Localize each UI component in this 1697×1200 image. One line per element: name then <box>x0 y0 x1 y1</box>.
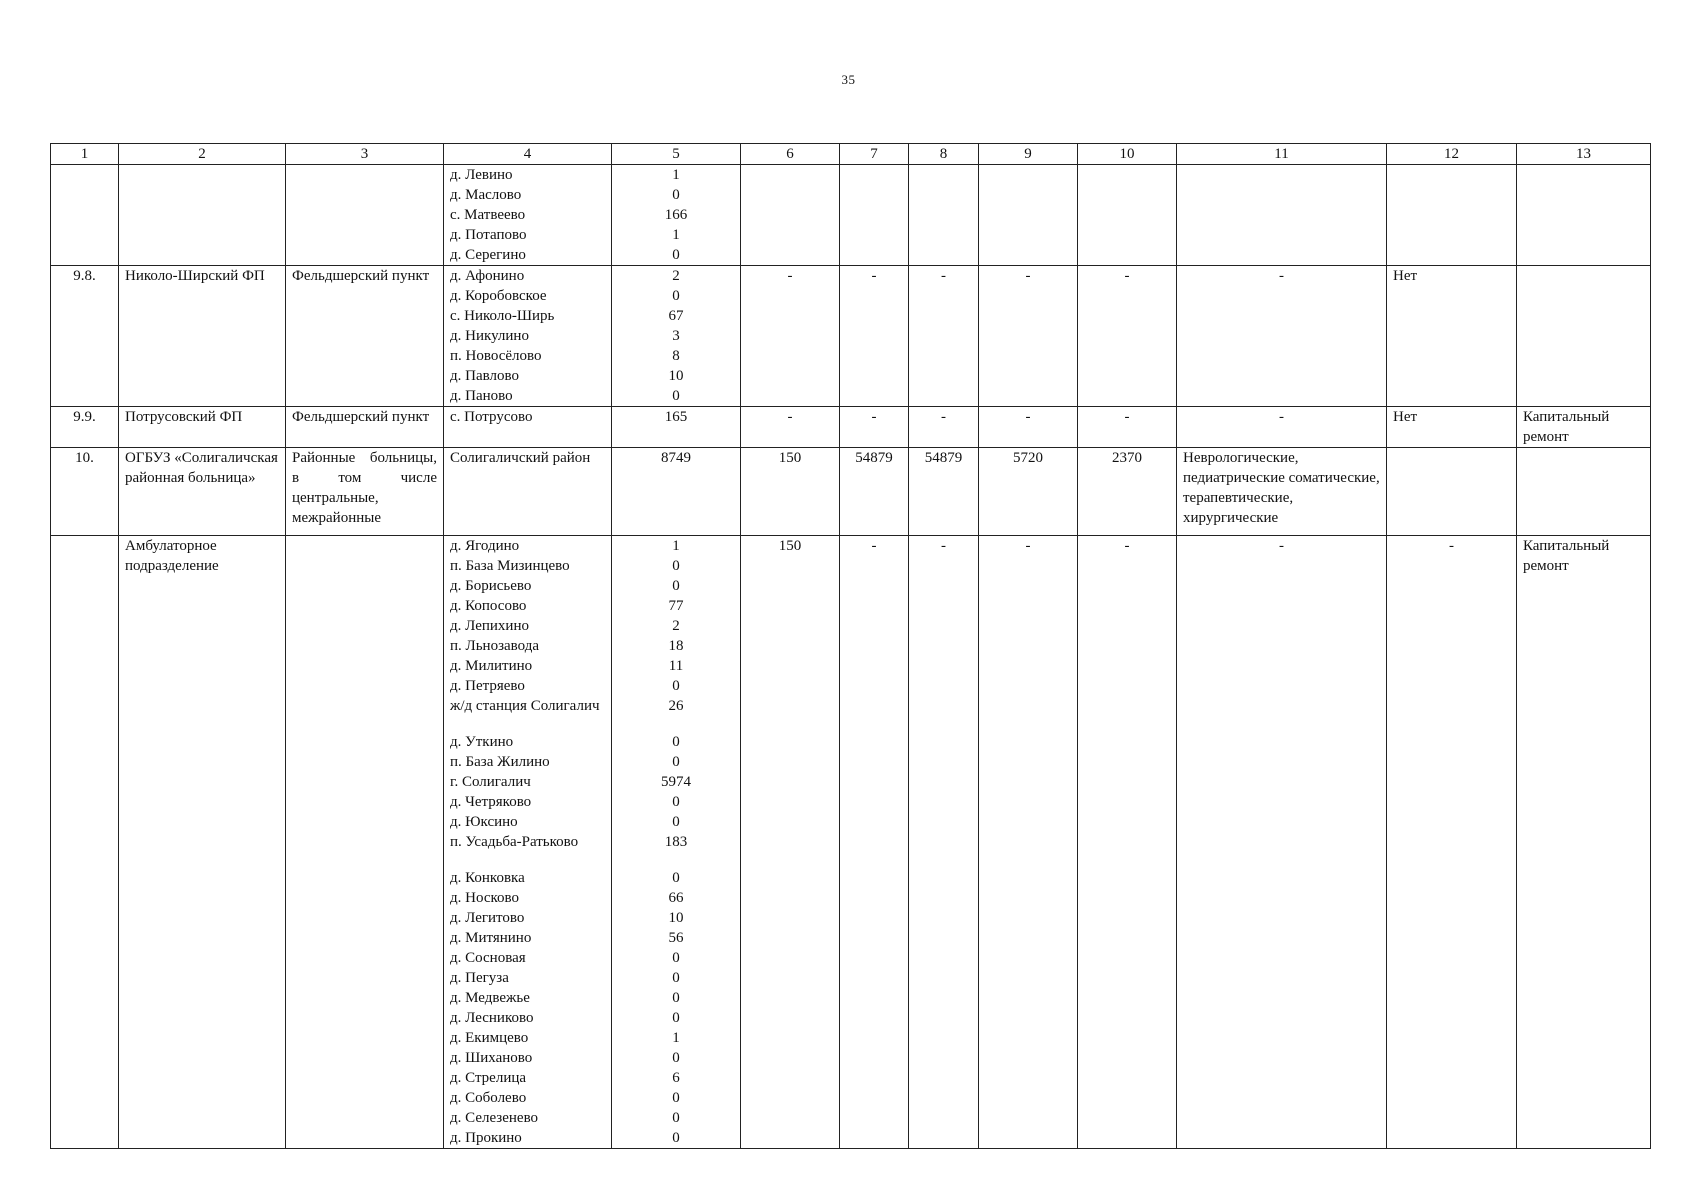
col-7 <box>840 165 909 266</box>
col-12 <box>1387 407 1517 448</box>
population-value: 183 <box>664 834 688 850</box>
col-10 <box>1078 266 1177 407</box>
facility-name <box>119 165 286 266</box>
col-12-text: Нет <box>1393 409 1418 425</box>
row-number <box>51 536 119 1149</box>
population-value: 0 <box>672 1010 680 1026</box>
col-12 <box>1387 448 1517 536</box>
col-7 <box>840 407 909 448</box>
population-value: 165 <box>664 409 688 425</box>
population-value: 0 <box>672 1110 680 1126</box>
col-8 <box>909 536 979 1149</box>
settlement-name: д. Прокино <box>450 1130 522 1146</box>
settlement-name: д. Носково <box>450 890 520 906</box>
facility-type <box>286 448 444 536</box>
population-value: 67 <box>668 308 684 324</box>
col-9 <box>979 165 1078 266</box>
profiles-cell-text: Неврологические, педиатрические соматические, терапевтические, хирургические <box>1183 450 1380 526</box>
col-9-text: - <box>1025 409 1031 425</box>
population-value: 18 <box>668 638 684 654</box>
population-value: 2 <box>672 268 680 284</box>
settlement-name: д. Екимцево <box>450 1030 529 1046</box>
row-number-text: 9.9. <box>73 409 96 425</box>
facility-name-text: ОГБУЗ «Солигаличская районная больница» <box>125 450 278 486</box>
settlement-name: д. Левино <box>450 167 513 183</box>
population-cell-text: 8749 <box>661 450 691 466</box>
header-col-11: 11 <box>1177 144 1387 165</box>
table-row <box>51 407 1651 448</box>
col-8 <box>909 165 979 266</box>
settlements-cell <box>444 536 612 1149</box>
col-6 <box>741 536 840 1149</box>
col-10-text: - <box>1124 409 1130 425</box>
settlements-cell <box>444 407 612 448</box>
population-value: 1 <box>672 167 680 183</box>
population-value: 0 <box>672 794 680 810</box>
profiles-cell-text: - <box>1279 538 1284 554</box>
population-value: 0 <box>672 678 680 694</box>
header-col-4: 4 <box>444 144 612 165</box>
col-9-text: - <box>1025 538 1031 554</box>
settlement-name: д. Пегуза <box>450 970 509 986</box>
settlement-name: д. Афонино <box>450 268 525 284</box>
population-value: 3 <box>672 328 680 344</box>
settlements-cell <box>444 448 612 536</box>
col-12 <box>1387 165 1517 266</box>
col-10-text: - <box>1124 538 1130 554</box>
settlement-name: п. База Жилино <box>450 754 550 770</box>
col-8-text: 54879 <box>924 450 963 466</box>
header-col-7: 7 <box>840 144 909 165</box>
col-8 <box>909 448 979 536</box>
col-8-text: - <box>941 409 946 425</box>
facility-name-text: Амбулаторное подразделение <box>125 538 219 574</box>
settlement-name: д. Митянино <box>450 930 532 946</box>
col-7 <box>840 448 909 536</box>
facility-type-text: Фельдшерский пункт <box>292 268 430 284</box>
population-cell <box>612 536 741 1149</box>
facility-name-text: Потрусовский ФП <box>125 409 243 425</box>
header-col-2: 2 <box>119 144 286 165</box>
population-value: 0 <box>672 388 680 404</box>
repair-cell <box>1517 407 1651 448</box>
settlement-name: д. Коробовское <box>450 288 547 304</box>
settlement-name: д. Павлово <box>450 368 519 384</box>
col-7-text: 54879 <box>855 450 893 466</box>
population-cell <box>612 448 741 536</box>
col-10-text: 2370 <box>1112 450 1142 466</box>
settlement-name: д. Уткино <box>450 734 514 750</box>
settlement-name: д. Никулино <box>450 328 529 344</box>
repair-cell <box>1517 266 1651 407</box>
col-8-text: - <box>941 268 946 284</box>
settlement-name: д. Селезенево <box>450 1110 539 1126</box>
population-value: 0 <box>672 734 680 750</box>
col-12 <box>1387 536 1517 1149</box>
col-8 <box>909 407 979 448</box>
settlement-name: д. Соболево <box>450 1090 527 1106</box>
profiles-cell <box>1177 536 1387 1149</box>
settlement-name: д. Лепихино <box>450 618 529 634</box>
repair-cell <box>1517 536 1651 1149</box>
col-6 <box>741 266 840 407</box>
col-7-text: - <box>871 538 877 554</box>
header-col-6: 6 <box>741 144 840 165</box>
header-col-8: 8 <box>909 144 979 165</box>
col-10 <box>1078 407 1177 448</box>
population-value: 1 <box>672 538 680 554</box>
population-value: 0 <box>672 187 680 203</box>
population-value: 0 <box>672 814 680 830</box>
population-value: 0 <box>672 870 680 886</box>
settlement-name: д. Стрелица <box>450 1070 527 1086</box>
population-value: 10 <box>668 910 684 926</box>
population-value: 66 <box>668 890 684 906</box>
facility-type-text: Районные больницы, в том числе центральные, межрайонные <box>292 450 437 526</box>
settlement-name: ж/д станция Солигалич <box>450 698 600 714</box>
col-6-text: 150 <box>778 450 802 466</box>
col-8 <box>909 266 979 407</box>
table-row <box>51 266 1651 407</box>
settlement-name: с. Потрусово <box>450 409 533 425</box>
header-col-10: 10 <box>1078 144 1177 165</box>
settlements-cell <box>444 165 612 266</box>
settlement-name: д. Борисьево <box>450 578 532 594</box>
table-row <box>51 165 1651 266</box>
population-value: 0 <box>672 558 680 574</box>
row-number-text: 9.8. <box>73 268 96 284</box>
population-value: 0 <box>672 1050 680 1066</box>
header-col-3: 3 <box>286 144 444 165</box>
row-number-text: 10. <box>75 450 94 466</box>
col-6-text: - <box>787 409 793 425</box>
settlement-name: д. Медвежье <box>450 990 530 1006</box>
population-cell <box>612 165 741 266</box>
col-12 <box>1387 266 1517 407</box>
col-6-text: 150 <box>778 538 802 554</box>
population-value: 10 <box>668 368 684 384</box>
settlement-name: д. Серегино <box>450 247 526 263</box>
header-col-12: 12 <box>1387 144 1517 165</box>
population-value: 0 <box>672 1130 680 1146</box>
facilities-table <box>50 143 1651 1149</box>
population-value: 0 <box>672 754 680 770</box>
population-value: 0 <box>672 990 680 1006</box>
page-number: 35 <box>841 72 856 87</box>
profiles-cell <box>1177 407 1387 448</box>
col-12-text: Нет <box>1393 268 1418 284</box>
col-10 <box>1078 536 1177 1149</box>
col-6 <box>741 407 840 448</box>
header-row <box>51 144 1651 165</box>
col-6 <box>741 448 840 536</box>
settlement-name: д. Копосово <box>450 598 527 614</box>
population-value: 26 <box>668 698 684 714</box>
population-value: 166 <box>664 207 688 223</box>
col-12-text: - <box>1449 538 1454 554</box>
population-value: 1 <box>672 1030 680 1046</box>
facility-type <box>286 165 444 266</box>
col-9 <box>979 407 1078 448</box>
settlement-name: п. База Мизинцево <box>450 558 570 574</box>
facility-name <box>119 536 286 1149</box>
col-6 <box>741 165 840 266</box>
settlement-name: д. Конковка <box>450 870 525 886</box>
settlement-name: д. Петряево <box>450 678 525 694</box>
profiles-cell-text: - <box>1279 268 1284 284</box>
repair-cell <box>1517 165 1651 266</box>
col-7-text: - <box>871 268 877 284</box>
row-number <box>51 165 119 266</box>
population-value: 0 <box>672 578 680 594</box>
table-row <box>51 536 1651 1149</box>
facility-type <box>286 266 444 407</box>
facility-name-text: Николо-Ширский ФП <box>125 268 265 284</box>
header-col-9: 9 <box>979 144 1078 165</box>
settlement-name: д. Потапово <box>450 227 527 243</box>
table-row <box>51 448 1651 536</box>
col-6-text: - <box>787 268 793 284</box>
population-cell <box>612 266 741 407</box>
row-number <box>51 448 119 536</box>
population-value: 5974 <box>661 774 691 790</box>
population-value: 6 <box>672 1070 680 1086</box>
col-9-text: 5720 <box>1013 450 1043 466</box>
population-value: 0 <box>672 970 680 986</box>
population-value: 0 <box>672 247 680 263</box>
facility-type <box>286 407 444 448</box>
settlement-name: д. Шиханово <box>450 1050 533 1066</box>
facility-name <box>119 407 286 448</box>
settlement-name: д. Лесниково <box>450 1010 534 1026</box>
population-value: 0 <box>672 950 680 966</box>
settlement-name: д. Легитово <box>450 910 525 926</box>
header-col-5: 5 <box>612 144 741 165</box>
col-9-text: - <box>1025 268 1031 284</box>
population-value: 0 <box>672 288 680 304</box>
profiles-cell <box>1177 448 1387 536</box>
settlement-name: п. Усадьба-Ратьково <box>450 834 579 850</box>
settlement-name: г. Солигалич <box>450 774 531 790</box>
col-10 <box>1078 165 1177 266</box>
col-7 <box>840 266 909 407</box>
settlement-name: с. Николо-Ширь <box>450 308 555 324</box>
population-value: 0 <box>672 1090 680 1106</box>
row-number <box>51 266 119 407</box>
population-value: 77 <box>668 598 684 614</box>
repair-cell <box>1517 448 1651 536</box>
facility-type <box>286 536 444 1149</box>
facility-name <box>119 448 286 536</box>
col-7 <box>840 536 909 1149</box>
repair-cell-text: Капитальный ремонт <box>1523 538 1610 574</box>
settlement-name: п. Новосёлово <box>450 348 542 364</box>
profiles-cell <box>1177 266 1387 407</box>
settlement-name: д. Сосновая <box>450 950 526 966</box>
settlement-name: д. Маслово <box>450 187 522 203</box>
settlement-name: д. Паново <box>450 388 513 404</box>
settlement-name: с. Матвеево <box>450 207 526 223</box>
profiles-cell-text: - <box>1279 409 1284 425</box>
col-9 <box>979 266 1078 407</box>
col-9 <box>979 448 1078 536</box>
facility-type-text: Фельдшерский пункт <box>292 409 430 425</box>
row-number <box>51 407 119 448</box>
population-value: 56 <box>668 930 684 946</box>
population-cell <box>612 407 741 448</box>
profiles-cell <box>1177 165 1387 266</box>
repair-cell-text: Капитальный ремонт <box>1523 409 1610 445</box>
header-col-1: 1 <box>51 144 119 165</box>
facility-name <box>119 266 286 407</box>
col-9 <box>979 536 1078 1149</box>
population-value: 8 <box>672 348 680 364</box>
col-8-text: - <box>941 538 946 554</box>
col-10-text: - <box>1124 268 1130 284</box>
settlement-name: д. Ягодино <box>450 538 520 554</box>
settlement-name: д. Четряково <box>450 794 532 810</box>
col-10 <box>1078 448 1177 536</box>
population-value: 1 <box>672 227 680 243</box>
header-col-13: 13 <box>1517 144 1651 165</box>
settlements-cell-text: Солигаличский район <box>450 450 591 466</box>
settlement-name: п. Льнозавода <box>450 638 539 654</box>
population-value: 11 <box>668 658 684 674</box>
settlement-name: д. Юксино <box>450 814 518 830</box>
col-7-text: - <box>871 409 877 425</box>
population-value: 2 <box>672 618 680 634</box>
settlement-name: д. Милитино <box>450 658 533 674</box>
settlements-cell <box>444 266 612 407</box>
